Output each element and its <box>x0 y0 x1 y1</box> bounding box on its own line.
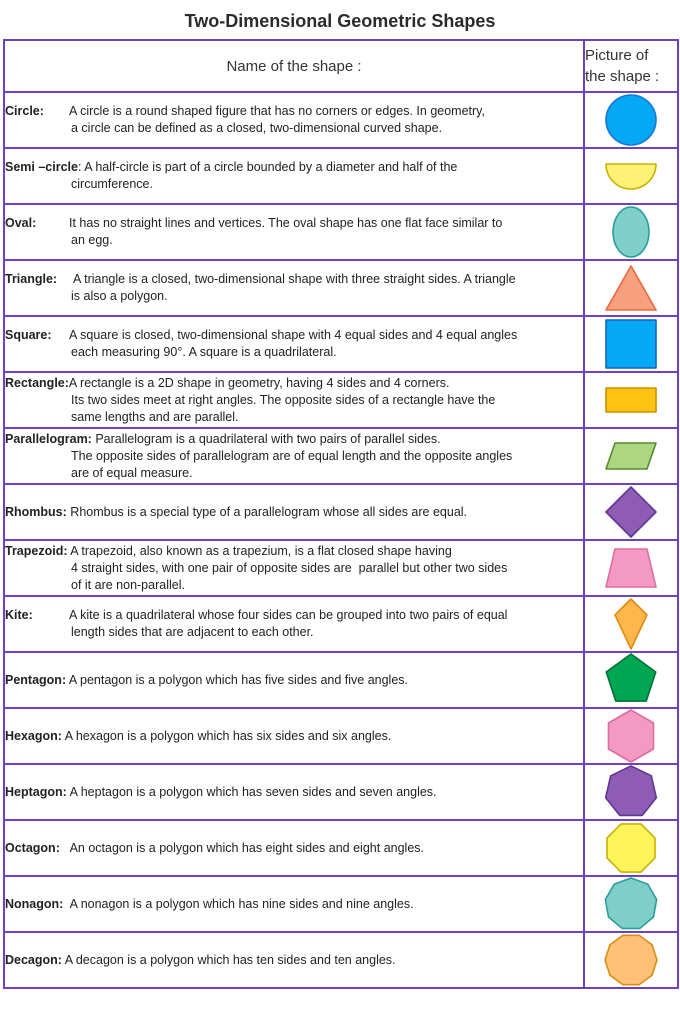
shape-text <box>69 103 583 137</box>
shape-picture-cell <box>584 372 678 428</box>
shape-description <box>5 607 583 641</box>
shape-description-line: A square is closed, two-dimensional shape with 4 equal sides and 4 equal angles <box>69 328 518 342</box>
shape-description-line: an egg. <box>71 233 113 247</box>
pentagon-icon <box>603 653 659 707</box>
shape-name: Kite: <box>5 608 33 622</box>
shape-description-line: same lengths and are parallel. <box>71 409 239 424</box>
page-title: Two-Dimensional Geometric Shapes <box>184 11 496 31</box>
trapezoid-icon <box>603 546 659 590</box>
shape-picture-cell <box>584 932 678 988</box>
shape-picture-cell <box>584 708 678 764</box>
shape-picture-cell <box>584 92 678 148</box>
shape-name: Decagon: <box>5 952 62 967</box>
shape-text <box>62 952 583 969</box>
shape-text <box>69 215 583 249</box>
shape-name: Rectangle: <box>5 375 69 390</box>
table-row <box>4 92 678 148</box>
table-row <box>4 764 678 820</box>
shape-text <box>71 159 583 193</box>
shape-description-line: A hexagon is a polygon which has six sides and six angles. <box>61 728 392 743</box>
shape-name: Hexagon: <box>5 728 62 743</box>
shape-description <box>5 271 583 305</box>
shape-description <box>5 159 583 193</box>
shape-description-line: 4 straight sides, with one pair of opposite sides are parallel but other two sides <box>71 560 508 575</box>
shape-description <box>5 103 583 137</box>
shape-description-cell <box>4 372 584 428</box>
shape-description-line: Rhombus is a special type of a parallelogram whose all sides are equal. <box>66 504 468 519</box>
table-row <box>4 540 678 596</box>
shape-name: Parallelogram: <box>5 431 92 446</box>
shape-description <box>5 327 583 361</box>
shape-description-cell <box>4 316 584 372</box>
shape-text <box>68 543 583 594</box>
table-row <box>4 428 678 484</box>
shape-description-cell <box>4 876 584 932</box>
shape-description-line: is also a polygon. <box>71 289 168 303</box>
nonagon-icon <box>603 877 659 931</box>
shape-description-line: of it are non-parallel. <box>71 577 185 592</box>
shape-description-cell <box>4 540 584 596</box>
decagon-icon <box>603 933 659 987</box>
shape-description <box>5 543 583 594</box>
table-row <box>4 820 678 876</box>
square-icon <box>603 317 659 371</box>
table-row <box>4 316 678 372</box>
shape-picture-cell <box>584 484 678 540</box>
shape-description-line: : A half-circle is part of a circle bounded by a diameter and half of the <box>77 160 458 174</box>
shape-picture-cell <box>584 260 678 316</box>
shape-description-cell <box>4 204 584 260</box>
table-row <box>4 484 678 540</box>
shape-description-line: A circle is a round shaped figure that has no corners or edges. In geometry, <box>69 104 485 118</box>
shape-picture-cell <box>584 204 678 260</box>
shape-description-line: A triangle is a closed, two-dimensional shape with three straight sides. A triangle <box>73 272 516 286</box>
shape-description-cell <box>4 708 584 764</box>
shape-picture-cell <box>584 428 678 484</box>
shape-name: Octagon: <box>5 840 60 855</box>
rectangle-icon <box>603 385 659 415</box>
table-header-row <box>4 40 678 92</box>
shape-picture-cell <box>584 148 678 204</box>
shape-text <box>69 607 583 641</box>
shape-name: Trapezoid: <box>5 543 68 558</box>
header-picture-line2: the shape : <box>585 68 660 85</box>
table-row <box>4 260 678 316</box>
shape-description-line: Its two sides meet at right angles. The opposite sides of a rectangle have the <box>71 392 496 407</box>
semicircle-icon <box>603 161 659 191</box>
shape-text <box>67 504 583 521</box>
shape-text <box>63 896 583 913</box>
shape-description-line: are of equal measure. <box>71 465 193 480</box>
shape-description <box>5 504 583 521</box>
shape-text <box>62 728 583 745</box>
shape-name: Square: <box>5 328 52 342</box>
shape-picture-cell <box>584 652 678 708</box>
shape-picture-cell <box>584 764 678 820</box>
kite-icon <box>611 597 651 651</box>
table-row <box>4 708 678 764</box>
table-row <box>4 148 678 204</box>
shape-description-line: The opposite sides of parallelogram are of equal length and the opposite angles <box>71 448 513 463</box>
shape-description-line: A pentagon is a polygon which has five sides and five angles. <box>66 672 409 687</box>
shape-description-cell <box>4 92 584 148</box>
shape-name: Oval: <box>5 216 37 230</box>
table-row <box>4 932 678 988</box>
shape-description <box>5 728 583 745</box>
shape-description-line: It has no straight lines and vertices. The oval shape has one flat face similar to <box>69 216 503 230</box>
parallelogram-icon <box>603 440 659 472</box>
shape-description <box>5 431 583 482</box>
shape-description-line: circumference. <box>71 177 153 191</box>
heptagon-icon <box>603 765 659 819</box>
oval-icon <box>609 205 653 259</box>
shape-text <box>69 327 583 361</box>
shape-description-line: A trapezoid, also known as a trapezium, is a flat closed shape having <box>67 543 452 558</box>
shape-description-line: a circle can be defined as a closed, two-dimensional curved shape. <box>71 121 443 135</box>
shape-description-cell <box>4 932 584 988</box>
shape-description-cell <box>4 260 584 316</box>
shape-name: Rhombus: <box>5 504 67 519</box>
header-name-column: Name of the shape : <box>4 40 584 92</box>
shape-description <box>5 672 583 689</box>
shape-description-line: each measuring 90°. A square is a quadrilateral. <box>71 345 337 359</box>
shape-name: Triangle: <box>5 272 58 286</box>
header-picture-column <box>584 40 678 92</box>
shape-description-cell <box>4 148 584 204</box>
shapes-table <box>3 39 679 989</box>
shape-description <box>5 896 583 913</box>
shape-name: Nonagon: <box>5 896 64 911</box>
hexagon-icon <box>603 709 659 763</box>
octagon-icon <box>603 821 659 875</box>
table-row <box>4 372 678 428</box>
shape-description-line: Parallelogram is a quadrilateral with two pairs of parallel sides. <box>91 431 441 446</box>
shape-text <box>60 840 583 857</box>
shape-picture-cell <box>584 596 678 652</box>
shape-description-line: An octagon is a polygon which has eight sides and eight angles. <box>59 840 424 855</box>
shape-name: Pentagon: <box>5 672 67 687</box>
shape-description-cell <box>4 596 584 652</box>
table-row <box>4 876 678 932</box>
shape-text <box>66 672 583 689</box>
shape-description <box>5 375 583 426</box>
shape-name: Heptagon: <box>5 784 67 799</box>
triangle-icon <box>603 263 659 313</box>
shape-description-line: A decagon is a polygon which has ten sides and ten angles. <box>61 952 396 967</box>
shape-description-line: A nonagon is a polygon which has nine sides and nine angles. <box>63 896 414 911</box>
shape-description <box>5 784 583 801</box>
shape-name: Circle: <box>5 104 44 118</box>
shape-description-line: A rectangle is a 2D shape in geometry, having 4 sides and 4 corners. <box>68 375 450 390</box>
rhombus-icon <box>603 485 659 539</box>
shape-description-cell <box>4 652 584 708</box>
header-picture-line1: Picture of <box>585 47 649 64</box>
table-row <box>4 204 678 260</box>
shape-description <box>5 215 583 249</box>
shape-name: Semi –circle <box>5 160 78 174</box>
shape-description-cell <box>4 764 584 820</box>
shape-description-line: A kite is a quadrilateral whose four sides can be grouped into two pairs of equal <box>69 608 508 622</box>
shape-text <box>71 431 583 482</box>
shape-description-cell <box>4 428 584 484</box>
circle-icon <box>603 93 659 147</box>
shape-description-line: length sides that are adjacent to each other. <box>71 625 314 639</box>
table-row <box>4 652 678 708</box>
shape-description <box>5 952 583 969</box>
shape-description <box>5 840 583 857</box>
shape-picture-cell <box>584 540 678 596</box>
shape-text <box>73 271 583 305</box>
table-body <box>4 92 678 988</box>
shape-picture-cell <box>584 316 678 372</box>
shape-picture-cell <box>584 876 678 932</box>
shape-description-cell <box>4 484 584 540</box>
shape-picture-cell <box>584 820 678 876</box>
shape-description-line: A heptagon is a polygon which has seven sides and seven angles. <box>66 784 437 799</box>
table-row <box>4 596 678 652</box>
shape-description-cell <box>4 820 584 876</box>
shape-text <box>67 784 583 801</box>
shape-text <box>69 375 583 426</box>
